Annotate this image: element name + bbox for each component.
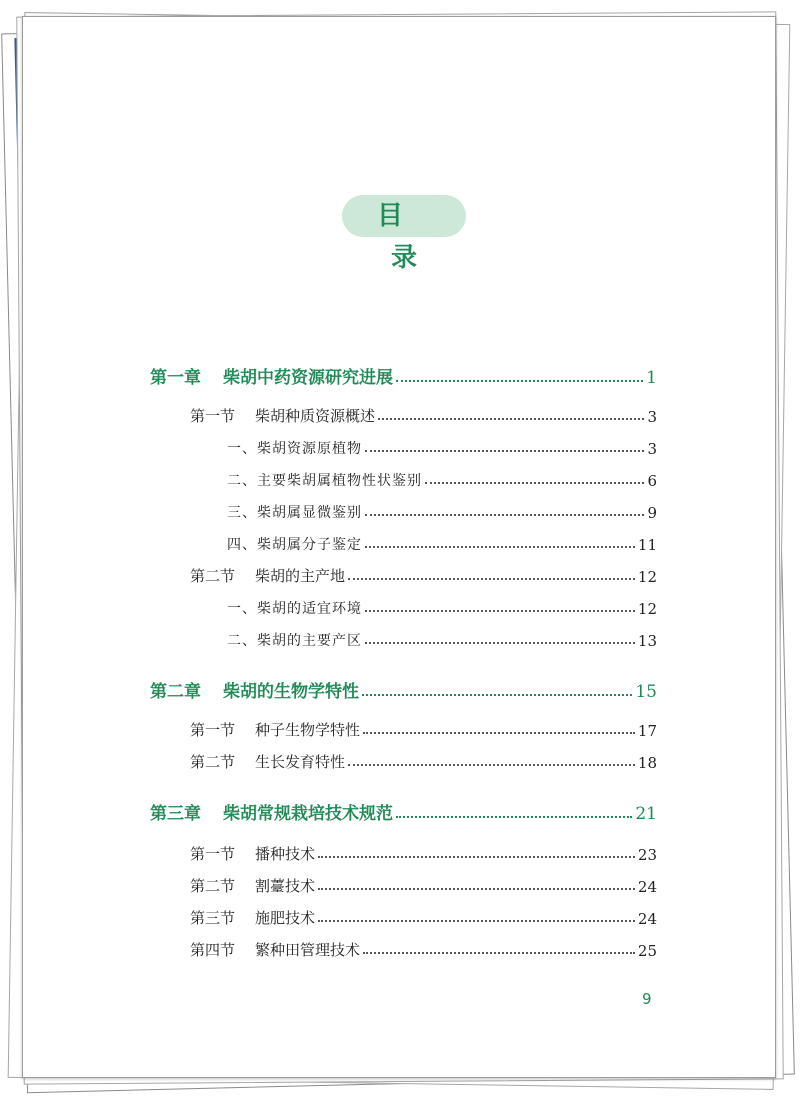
- leader-dots: [365, 610, 635, 612]
- toc-section[interactable]: [190, 904, 657, 928]
- toc-num: 第二节: [190, 753, 236, 771]
- toc-item[interactable]: [227, 626, 657, 650]
- toc-title-text: 施肥技术: [255, 909, 316, 927]
- toc-num: 二、: [227, 633, 257, 649]
- toc-num: 一、: [227, 441, 257, 457]
- toc-page: 24: [637, 910, 657, 928]
- toc-page: 3: [647, 408, 657, 426]
- leader-dots: [348, 578, 635, 580]
- toc-title-text: 播种技术: [255, 845, 316, 863]
- toc-title-text: 柴胡的主产地: [255, 567, 346, 585]
- toc-num: 第一节: [190, 407, 236, 425]
- toc-item[interactable]: [227, 434, 657, 458]
- leader-dots: [363, 952, 635, 954]
- toc-title-text: 柴胡常规栽培技术规范: [223, 804, 393, 824]
- toc-page: 3: [647, 440, 657, 458]
- toc-section[interactable]: [190, 872, 657, 896]
- toc-page: 9: [647, 504, 657, 522]
- leader-dots: [365, 642, 635, 644]
- toc-section[interactable]: [190, 716, 657, 740]
- toc-page: 25: [637, 942, 657, 960]
- leader-dots: [396, 816, 632, 818]
- toc-page: 12: [637, 600, 657, 618]
- leader-dots: [318, 920, 635, 922]
- toc-chapter-2[interactable]: [150, 678, 657, 702]
- toc-item[interactable]: [227, 594, 657, 618]
- page-number: 9: [642, 990, 652, 1008]
- leader-dots: [318, 888, 635, 890]
- toc-item[interactable]: [227, 498, 657, 522]
- toc-page: 21: [635, 804, 657, 824]
- toc-page: 6: [647, 472, 657, 490]
- toc-chapter-3[interactable]: [150, 800, 657, 824]
- toc-section[interactable]: [190, 562, 657, 586]
- toc-title-text: 主要柴胡属植物性状鉴别: [257, 473, 422, 489]
- toc-page: 12: [637, 568, 657, 586]
- toc-num: 第二节: [190, 567, 236, 585]
- toc-section[interactable]: [190, 936, 657, 960]
- leader-dots: [318, 856, 635, 858]
- toc-page: 24: [637, 878, 657, 896]
- leader-dots: [365, 514, 644, 516]
- toc-title-text: 割薹技术: [255, 877, 316, 895]
- toc-title-text: 柴胡中药资源研究进展: [223, 368, 393, 388]
- toc-section[interactable]: [190, 840, 657, 864]
- toc-title-text: 柴胡属显微鉴别: [257, 505, 362, 521]
- toc-title-text: 柴胡种质资源概述: [255, 407, 376, 425]
- toc-item[interactable]: [227, 530, 657, 554]
- toc-num: 四、: [227, 537, 257, 553]
- toc-page: 11: [637, 536, 657, 554]
- toc-title-badge: [342, 195, 466, 273]
- toc-title-text: 柴胡属分子鉴定: [257, 537, 362, 553]
- toc-num: 一、: [227, 601, 257, 617]
- toc-title-text: 繁种田管理技术: [255, 941, 361, 959]
- toc-title-text: 种子生物学特性: [255, 721, 361, 739]
- leader-dots: [365, 450, 644, 452]
- toc-title-text: 柴胡的适宜环境: [257, 601, 362, 617]
- leader-dots: [348, 764, 635, 766]
- toc-page: 13: [637, 632, 657, 650]
- toc-page: 23: [637, 846, 657, 864]
- toc-num: 第一章: [150, 368, 201, 388]
- toc-num: 第三章: [150, 804, 201, 824]
- toc-title: 目 录: [376, 201, 445, 273]
- toc-num: 第三节: [190, 909, 236, 927]
- toc-item[interactable]: [227, 466, 657, 490]
- toc-title-text: 生长发育特性: [255, 753, 346, 771]
- toc-num: 三、: [227, 505, 257, 521]
- toc-chapter-1[interactable]: [150, 364, 657, 388]
- toc-page: 1: [646, 368, 657, 388]
- toc-num: 第一节: [190, 845, 236, 863]
- leader-dots: [365, 546, 635, 548]
- toc-page: 18: [637, 754, 657, 772]
- toc-title-text: 柴胡资源原植物: [257, 441, 362, 457]
- leader-dots: [378, 418, 644, 420]
- leader-dots: [396, 380, 643, 382]
- toc-num: 二、: [227, 473, 257, 489]
- toc-num: 第一节: [190, 721, 236, 739]
- toc-num: 第二节: [190, 877, 236, 895]
- leader-dots: [425, 482, 644, 484]
- toc-page: 15: [635, 682, 657, 702]
- leader-dots: [362, 694, 632, 696]
- toc-title-text: 柴胡的生物学特性: [223, 682, 359, 702]
- toc-num: 第四节: [190, 941, 236, 959]
- toc-section[interactable]: [190, 402, 657, 426]
- toc-page: 17: [637, 722, 657, 740]
- toc-num: 第二章: [150, 682, 201, 702]
- leader-dots: [363, 732, 635, 734]
- toc-section[interactable]: [190, 748, 657, 772]
- toc-title-text: 柴胡的主要产区: [257, 633, 362, 649]
